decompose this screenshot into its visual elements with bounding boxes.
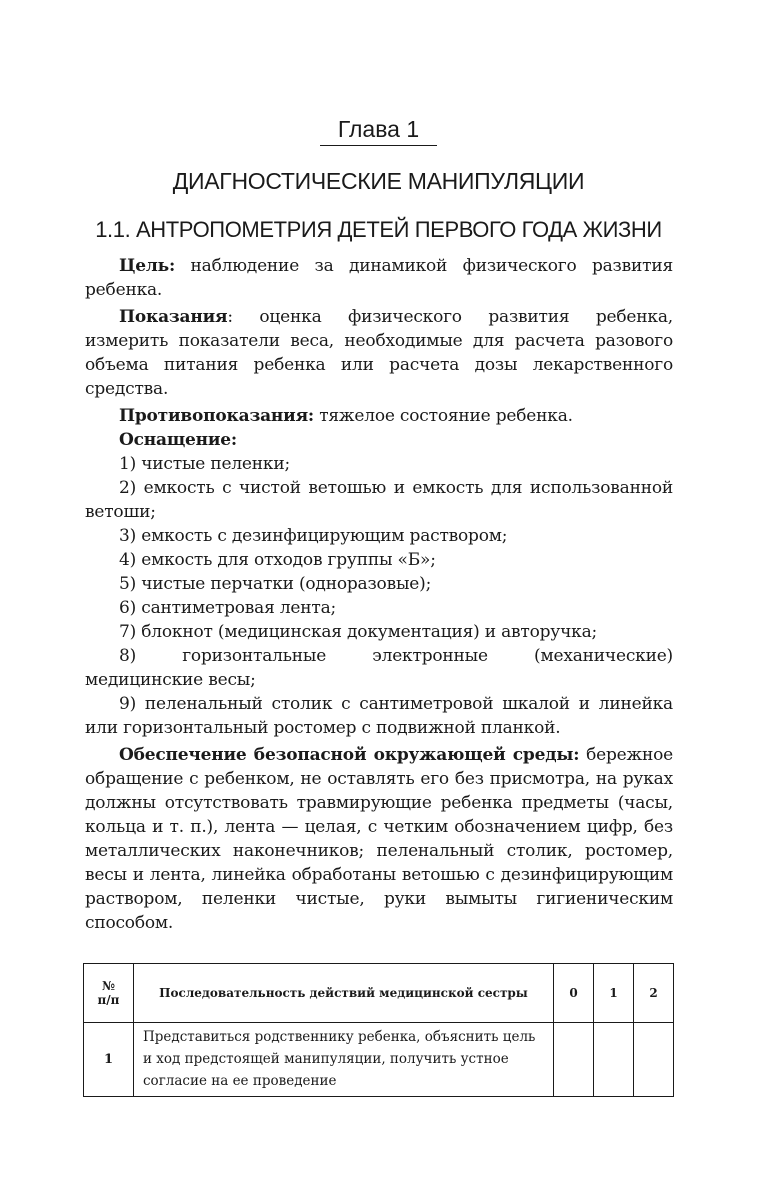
header-score-0: 0 bbox=[554, 964, 594, 1023]
safety-label: Обеспечение безопасной окружающей среды: bbox=[119, 745, 580, 765]
row-score-2 bbox=[634, 1023, 674, 1097]
table-row bbox=[84, 1023, 674, 1097]
contraindications-text: тяжелое состояние ребенка. bbox=[314, 406, 573, 426]
equipment-item: 9) пеленальный столик с сантиметровой шкалой и линейка или горизонтальный ростомер с подвижной планкой. bbox=[85, 694, 673, 738]
header-number-abbr: п/п bbox=[97, 993, 120, 1007]
equipment-item: 8) горизонтальные электронные (механические) медицинские весы; bbox=[85, 646, 673, 690]
procedure-table bbox=[83, 963, 674, 1097]
row-score-1 bbox=[594, 1023, 634, 1097]
header-action: Последовательность действий медицинской сестры bbox=[134, 964, 554, 1023]
equipment-item: 1) чистые пеленки; bbox=[119, 454, 291, 474]
indications-text: : оценка физического развития ребенка, измерить показатели веса, необходимые для расчета разового объема питания ребенка или расчета дозы лекарственного средства. bbox=[85, 307, 673, 399]
table-header-row bbox=[84, 964, 674, 1023]
equipment-item: 6) сантиметровая лента; bbox=[119, 598, 337, 618]
header-number bbox=[84, 964, 134, 1023]
indications-paragraph bbox=[85, 305, 673, 401]
row-number: 1 bbox=[84, 1023, 134, 1097]
contraindications-label: Противопоказания: bbox=[119, 406, 314, 426]
goal-label: Цель: bbox=[119, 256, 176, 276]
header-score-1: 1 bbox=[594, 964, 634, 1023]
goal-paragraph bbox=[85, 254, 673, 302]
equipment-item: 5) чистые перчатки (одноразовые); bbox=[119, 574, 432, 594]
equipment-heading bbox=[85, 428, 673, 452]
chapter-heading bbox=[0, 116, 757, 146]
equipment-item: 2) емкость с чистой ветошью и емкость для использованной ветоши; bbox=[85, 478, 673, 522]
equipment-item: 4) емкость для отходов группы «Б»; bbox=[119, 550, 436, 570]
equipment-label: Оснащение: bbox=[119, 430, 237, 450]
equipment-item: 3) емкость с дезинфицирующим раствором; bbox=[119, 526, 508, 546]
header-score-2: 2 bbox=[634, 964, 674, 1023]
equipment-item: 7) блокнот (медицинская документация) и авторучка; bbox=[119, 622, 598, 642]
chapter-label: Глава 1 bbox=[320, 116, 437, 146]
row-action: Представиться родственнику ребенка, объяснить цель и ход предстоящей манипуляции, получить устное согласие на ее проведение bbox=[134, 1023, 554, 1097]
row-score-0 bbox=[554, 1023, 594, 1097]
safety-paragraph bbox=[85, 743, 673, 935]
body-text bbox=[85, 254, 673, 935]
safety-text: бережное обращение с ребенком, не оставлять его без присмотра, на руках должны отсутствовать травмирующие ребенка предметы (часы, кольца и т. п.), лента — целая, с четким обозначением цифр, без металлических наконечников; пеленальный столик, ростомер, весы и лента, линейка обработаны ветошью с дезинфицирующим раствором, пеленки чистые, руки вымыты гигиеническим способом. bbox=[85, 745, 673, 933]
header-number-symbol: № bbox=[101, 979, 116, 993]
goal-text: наблюдение за динамикой физического развития ребенка. bbox=[85, 256, 673, 300]
contraindications-paragraph bbox=[85, 404, 673, 428]
section-title: ДИАГНОСТИЧЕСКИЕ МАНИПУЛЯЦИИ bbox=[172, 168, 585, 194]
indications-label: Показания bbox=[119, 307, 228, 327]
subsection-title: 1.1. АНТРОПОМЕТРИЯ ДЕТЕЙ ПЕРВОГО ГОДА ЖИЗНИ bbox=[95, 217, 662, 242]
